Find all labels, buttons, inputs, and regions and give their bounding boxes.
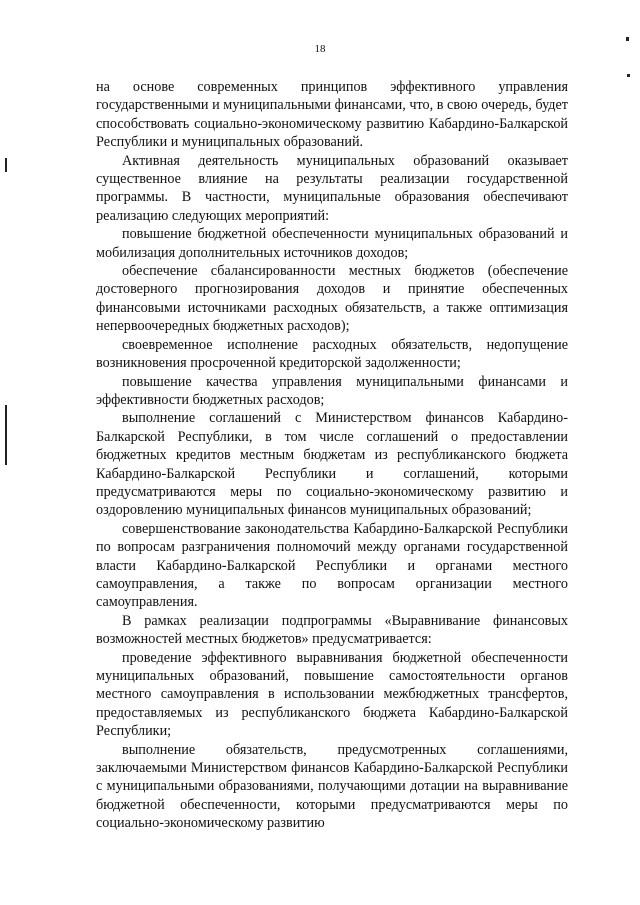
- paragraph-9: В рамках реализации подпрограммы «Выравнивание финансовых возможностей местных бюджетов» предусматривается:: [96, 612, 568, 648]
- paragraph-3: повышение бюджетной обеспеченности муниципальных образований и мобилизация дополнительных источников доходов;: [96, 226, 568, 261]
- paragraph-11: выполнение обязательств, предусмотренных соглашениями, заключаемыми Министерством финансов Кабардино-Балкарской Республики с муниципальными образованиями, получающими дотации на выравнивание бюджетной обеспеченности, которыми предусматриваются меры по социально-экономическому развитию: [96, 741, 568, 832]
- scan-speck-right-top: [626, 37, 629, 41]
- page-number: 18: [314, 43, 326, 55]
- paragraph-7: выполнение соглашений с Министерством финансов Кабардино-Балкарской Республики, в том числе соглашений о предоставлении бюджетных кредитов местным бюджетам из республиканского бюджета Кабардино-Балкарской Республики и соглашений, которыми предусматриваются меры по социально-экономическому развитию и оздоровлению муниципальных финансов муниципальных образований;: [96, 410, 568, 519]
- paragraph-6: повышение качества управления муниципальными финансами и эффективности бюджетных расходов;: [96, 373, 568, 408]
- paragraph-10: проведение эффективного выравнивания бюджетной обеспеченности муниципальных образований, повышение самостоятельности органов местного самоуправления в использовании межбюджетных трансфертов, предоставляемых из республиканского бюджета Кабардино-Балкарской Республики;: [96, 649, 568, 740]
- paragraph-5: своевременное исполнение расходных обязательств, недопущение возникновения просроченной кредиторской задолженности;: [96, 336, 568, 372]
- paragraph-2: Активная деятельность муниципальных образований оказывает существенное влияние на результаты реализации государственной программы. В частности, муниципальные образования обеспечивают реализацию следующих мероприятий:: [96, 152, 568, 224]
- document-body: [96, 78, 568, 833]
- paragraph-8: совершенствование законодательства Кабардино-Балкарской Республики по вопросам разграничения полномочий между органами государственной власти Кабардино-Балкарской Республики и органами местного самоуправления, а также по вопросам организации местного самоуправления.: [96, 520, 568, 611]
- paragraph-4: обеспечение сбалансированности местных бюджетов (обеспечение достоверного прогнозирования доходов и принятие обеспеченных финансовыми источниками расходных обязательств, а также оптимизация непервоочередных бюджетных расходов);: [96, 263, 568, 335]
- scan-mark-left-bottom: [5, 405, 7, 465]
- scan-speck-right-mid: [627, 74, 630, 77]
- paragraph-1: на основе современных принципов эффективного управления государственными и муниципальными финансами, что, в свою очередь, будет способствовать социально-экономическому развитию Кабардино-Балкарской Республики и муниципальных образований.: [96, 79, 568, 151]
- scan-mark-left-top: [5, 158, 7, 172]
